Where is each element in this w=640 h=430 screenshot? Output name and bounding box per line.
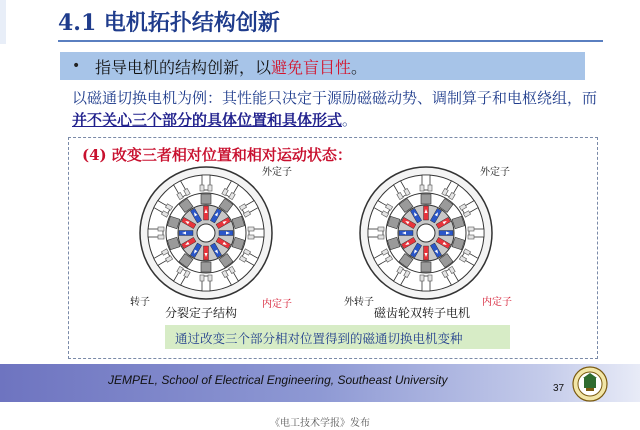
inner-stator-pole: [424, 206, 429, 220]
coil-side: [158, 227, 164, 231]
coil-side: [420, 275, 424, 281]
stator-tooth: [200, 275, 212, 291]
paragraph-underlined: 并不关心三个部分的具体位置和具体形式: [72, 111, 343, 129]
coil-side: [248, 235, 254, 239]
coil-side: [200, 185, 204, 191]
split-stator-motor-diagram: [138, 165, 274, 301]
bullet-text-before: 指导电机的结构创新，以: [95, 58, 272, 77]
left-label-inner-stator: 内定子: [262, 299, 292, 310]
stator-tooth: [368, 227, 384, 239]
right-label-outer-stator: 外定子: [480, 167, 510, 178]
paragraph-text-before: 以磁通切换电机为例：其性能只决定于源励磁磁动势、调制算子和电枢绕组，而: [72, 89, 598, 107]
coil-side: [420, 185, 424, 191]
title-side-bar: [0, 0, 6, 44]
stator-tooth: [420, 275, 432, 291]
coil-side: [468, 227, 474, 231]
left-label-rotor: 转子: [130, 297, 150, 308]
stator-tooth: [420, 175, 432, 191]
coil-side: [158, 235, 164, 239]
right-label-inner-stator: 内定子: [482, 297, 512, 308]
coil-side: [200, 275, 204, 281]
summary-text: 通过改变三个部分相对位置得到的磁通切换电机变种: [175, 331, 463, 346]
coil-side: [428, 275, 432, 281]
coil-side: [378, 227, 384, 231]
stator-tooth: [200, 175, 212, 191]
inner-stator-pole: [424, 246, 429, 260]
inner-stator-pole: [204, 206, 209, 220]
page-number: 37: [553, 383, 565, 394]
coil-side: [378, 235, 384, 239]
magnetic-gear-dual-rotor-motor-diagram: [358, 165, 494, 301]
segment-iron: [421, 262, 431, 272]
rotor-segment: [421, 194, 431, 204]
bullet-text: [95, 55, 367, 78]
coil-side: [208, 275, 212, 281]
inner-stator-pole: [439, 231, 453, 236]
right-label-outer-rotor: 外转子: [344, 297, 374, 308]
rotor-segment: [201, 194, 211, 204]
footer-affiliation: JEMPEL, School of Electrical Engineering, Southeast University: [108, 373, 448, 387]
segment-iron: [201, 194, 211, 204]
coil-side: [208, 185, 212, 191]
coil-side: [248, 227, 254, 231]
stator-tooth: [468, 227, 484, 239]
shaft: [197, 224, 215, 242]
right-caption: 磁齿轮双转子电机: [374, 306, 471, 320]
stator-tooth: [148, 227, 164, 239]
segment-iron: [201, 262, 211, 272]
university-seal-icon: [572, 366, 608, 402]
figure-heading: (4) 改变三者相对位置和相对运动状态：: [82, 146, 352, 164]
coil-side: [468, 235, 474, 239]
page-title: 4.1 电机拓扑结构创新: [58, 10, 280, 36]
bullet-text-after: 。: [351, 58, 368, 77]
paragraph-text-after: 。: [342, 111, 358, 129]
publisher-note: 《电工技术学报》发布: [270, 418, 370, 429]
inner-stator-pole: [399, 231, 413, 236]
body-paragraph: [72, 87, 602, 131]
inner-stator-pole: [179, 231, 193, 236]
bullet-marker: •: [72, 58, 81, 74]
rotor-segment: [421, 262, 431, 272]
stator-tooth: [248, 227, 264, 239]
left-caption: 分裂定子结构: [165, 306, 238, 320]
inner-stator-pole: [204, 246, 209, 260]
left-label-outer-stator: 外定子: [262, 167, 292, 178]
shaft: [417, 224, 435, 242]
inner-stator-pole: [219, 231, 233, 236]
bullet-highlight: 避免盲目性: [271, 58, 352, 77]
coil-side: [428, 185, 432, 191]
rotor-segment: [201, 262, 211, 272]
segment-iron: [421, 194, 431, 204]
title-divider: [58, 40, 603, 42]
